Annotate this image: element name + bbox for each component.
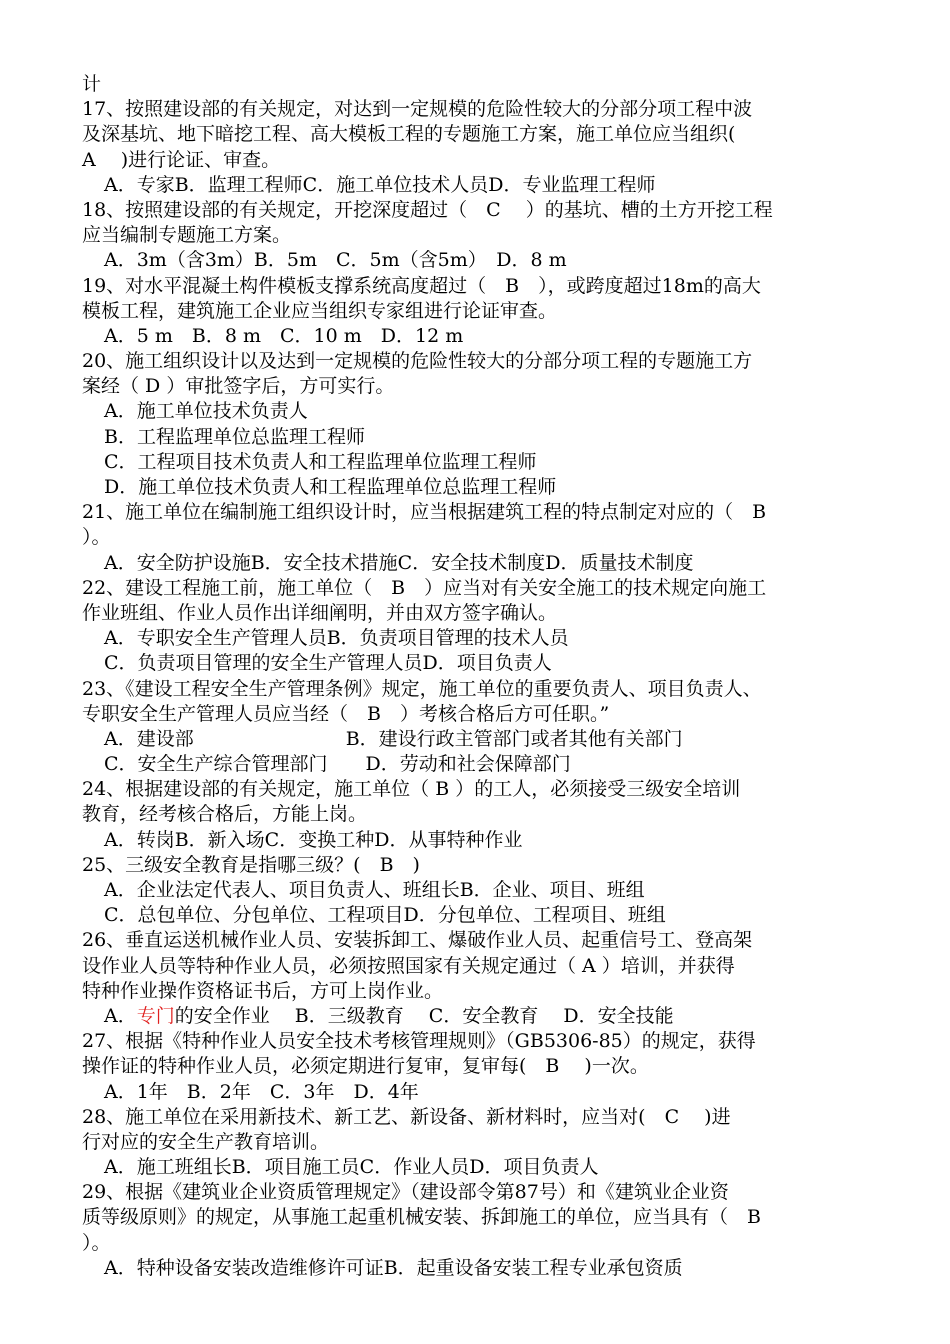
- question-text-line: 22、建设工程施工前，施工单位（ B ）应当对有关安全施工的技术规定向施工: [82, 576, 767, 599]
- question-text-line: 27、根据《特种作业人员安全技术考核管理规则》（GB5306-85）的规定，获得: [82, 1030, 756, 1053]
- question-text-line: 作业班组、作业人员作出详细阐明，并由双方签字确认。: [82, 601, 558, 624]
- answer-option-line: A．3m（含3m）B．5m C．5m（含5m） D．8 m: [104, 249, 567, 272]
- option-text-suffix: 的安全作业 B．三级教育 C．安全教育 D．安全技能: [174, 1004, 674, 1027]
- answer-option-line: A．安全防护设施B．安全技术措施C．安全技术制度D．质量技术制度: [104, 551, 694, 574]
- answer-option-line: C．工程项目技术负责人和工程监理单位监理工程师: [104, 450, 537, 473]
- answer-option-line: A．建设部 B．建设行政主管部门或者其他有关部门: [104, 727, 683, 750]
- question-text-line: 特种作业操作资格证书后，方可上岗作业。: [82, 979, 444, 1002]
- answer-option-line: A．转岗B．新入场C．变换工种D．从事特种作业: [104, 828, 523, 851]
- answer-option-line: A．特种设备安装改造维修许可证B．起重设备安装工程专业承包资质: [104, 1256, 683, 1279]
- question-text-line: 设作业人员等特种作业人员，必须按照国家有关规定通过（ A ）培训，并获得: [82, 954, 735, 977]
- option-text-prefix: A．: [104, 1004, 137, 1027]
- question-text-line: 28、施工单位在采用新技术、新工艺、新设备、新材料时，应当对( C )进: [82, 1105, 731, 1128]
- question-text-line: 教育，经考核合格后，方能上岗。: [82, 803, 368, 826]
- question-text-line: 24、根据建设部的有关规定，施工单位（ B ）的工人，必须接受三级安全培训: [82, 778, 741, 801]
- answer-option-line: A．施工班组长B．项目施工员C．作业人员D．项目负责人: [104, 1156, 599, 1179]
- question-text-line: 17、按照建设部的有关规定，对达到一定规模的危险性较大的分部分项工程中波: [82, 98, 753, 121]
- answer-option-line: A．专家B．监理工程师C．施工单位技术人员D．专业监理工程师: [104, 173, 656, 196]
- question-text-line: ）。: [82, 526, 111, 549]
- answer-option-line: A．5 m B．8 m C．10 m D．12 m: [104, 324, 464, 347]
- answer-option-line: C．负责项目管理的安全生产管理人员D．项目负责人: [104, 652, 552, 675]
- question-text-line: 及深基坑、地下暗挖工程、高大模板工程的专题施工方案，施工单位应当组织(: [82, 123, 736, 146]
- answer-option-line: B．工程监理单位总监理工程师: [104, 425, 365, 448]
- answer-option-line: A．专职安全生产管理人员B．负责项目管理的技术人员: [104, 627, 569, 650]
- question-text-line: 23、《建设工程安全生产管理条例》规定，施工单位的重要负责人、项目负责人、: [82, 677, 762, 700]
- answer-option-line: C．总包单位、分包单位、工程项目D．分包单位、工程项目、班组: [104, 904, 666, 927]
- answer-option-line: C．安全生产综合管理部门 D．劳动和社会保障部门: [104, 753, 571, 776]
- question-text-line: 计: [82, 73, 102, 95]
- question-text-line: 19、对水平混凝土构件模板支撑系统高度超过（ B ），或跨度超过18m的高大: [82, 274, 761, 297]
- answer-option-line: A．企业法定代表人、项目负责人、班组长B．企业、项目、班组: [104, 879, 645, 901]
- question-text-line: 专职安全生产管理人员应当经（ B ）考核合格后方可任职。”: [82, 702, 610, 725]
- highlighted-text: 专门: [136, 1004, 175, 1027]
- question-text-line: 26、垂直运送机械作业人员、安装拆卸工、爆破作业人员、起重信号工、登高架: [82, 929, 753, 952]
- answer-option-line: A．施工单位技术负责人: [104, 400, 308, 423]
- question-text-line: 行对应的安全生产教育培训。: [82, 1130, 330, 1153]
- question-text-line: 应当编制专题施工方案。: [82, 224, 292, 247]
- question-text-line: 质等级原则》的规定，从事施工起重机械安装、拆卸施工的单位，应当具有（ B: [82, 1206, 761, 1229]
- question-text-line: 25、三级安全教育是指哪三级？( B ): [82, 853, 420, 876]
- question-text-line: A )进行论证、审查。: [82, 148, 281, 171]
- question-text-line: ）。: [82, 1231, 111, 1254]
- question-text-line: 18、按照建设部的有关规定，开挖深度超过（ C ）的基坑、槽的土方开挖工程: [82, 198, 773, 221]
- question-text-line: 29、根据《建筑业企业资质管理规定》（建设部令第87号）和《建筑业企业资: [82, 1181, 729, 1204]
- question-text-line: 操作证的特种作业人员，必须定期进行复审，复审每( B )一次。: [82, 1055, 649, 1078]
- answer-option-line: D．施工单位技术负责人和工程监理单位总监理工程师: [104, 476, 557, 498]
- question-text-line: 案经（ D ）审批签字后，方可实行。: [82, 375, 395, 398]
- answer-option-line: A．1年 B．2年 C．3年 D．4年: [104, 1080, 419, 1103]
- question-text-line: 21、施工单位在编制施工组织设计时，应当根据建筑工程的特点制定对应的（ B: [82, 501, 767, 524]
- question-text-line: 20、施工组织设计以及达到一定规模的危险性较大的分部分项工程的专题施工方: [82, 350, 753, 373]
- answer-option-line: [82, 1004, 910, 1029]
- question-text-line: 模板工程，建筑施工企业应当组织专家组进行论证审查。: [82, 299, 558, 322]
